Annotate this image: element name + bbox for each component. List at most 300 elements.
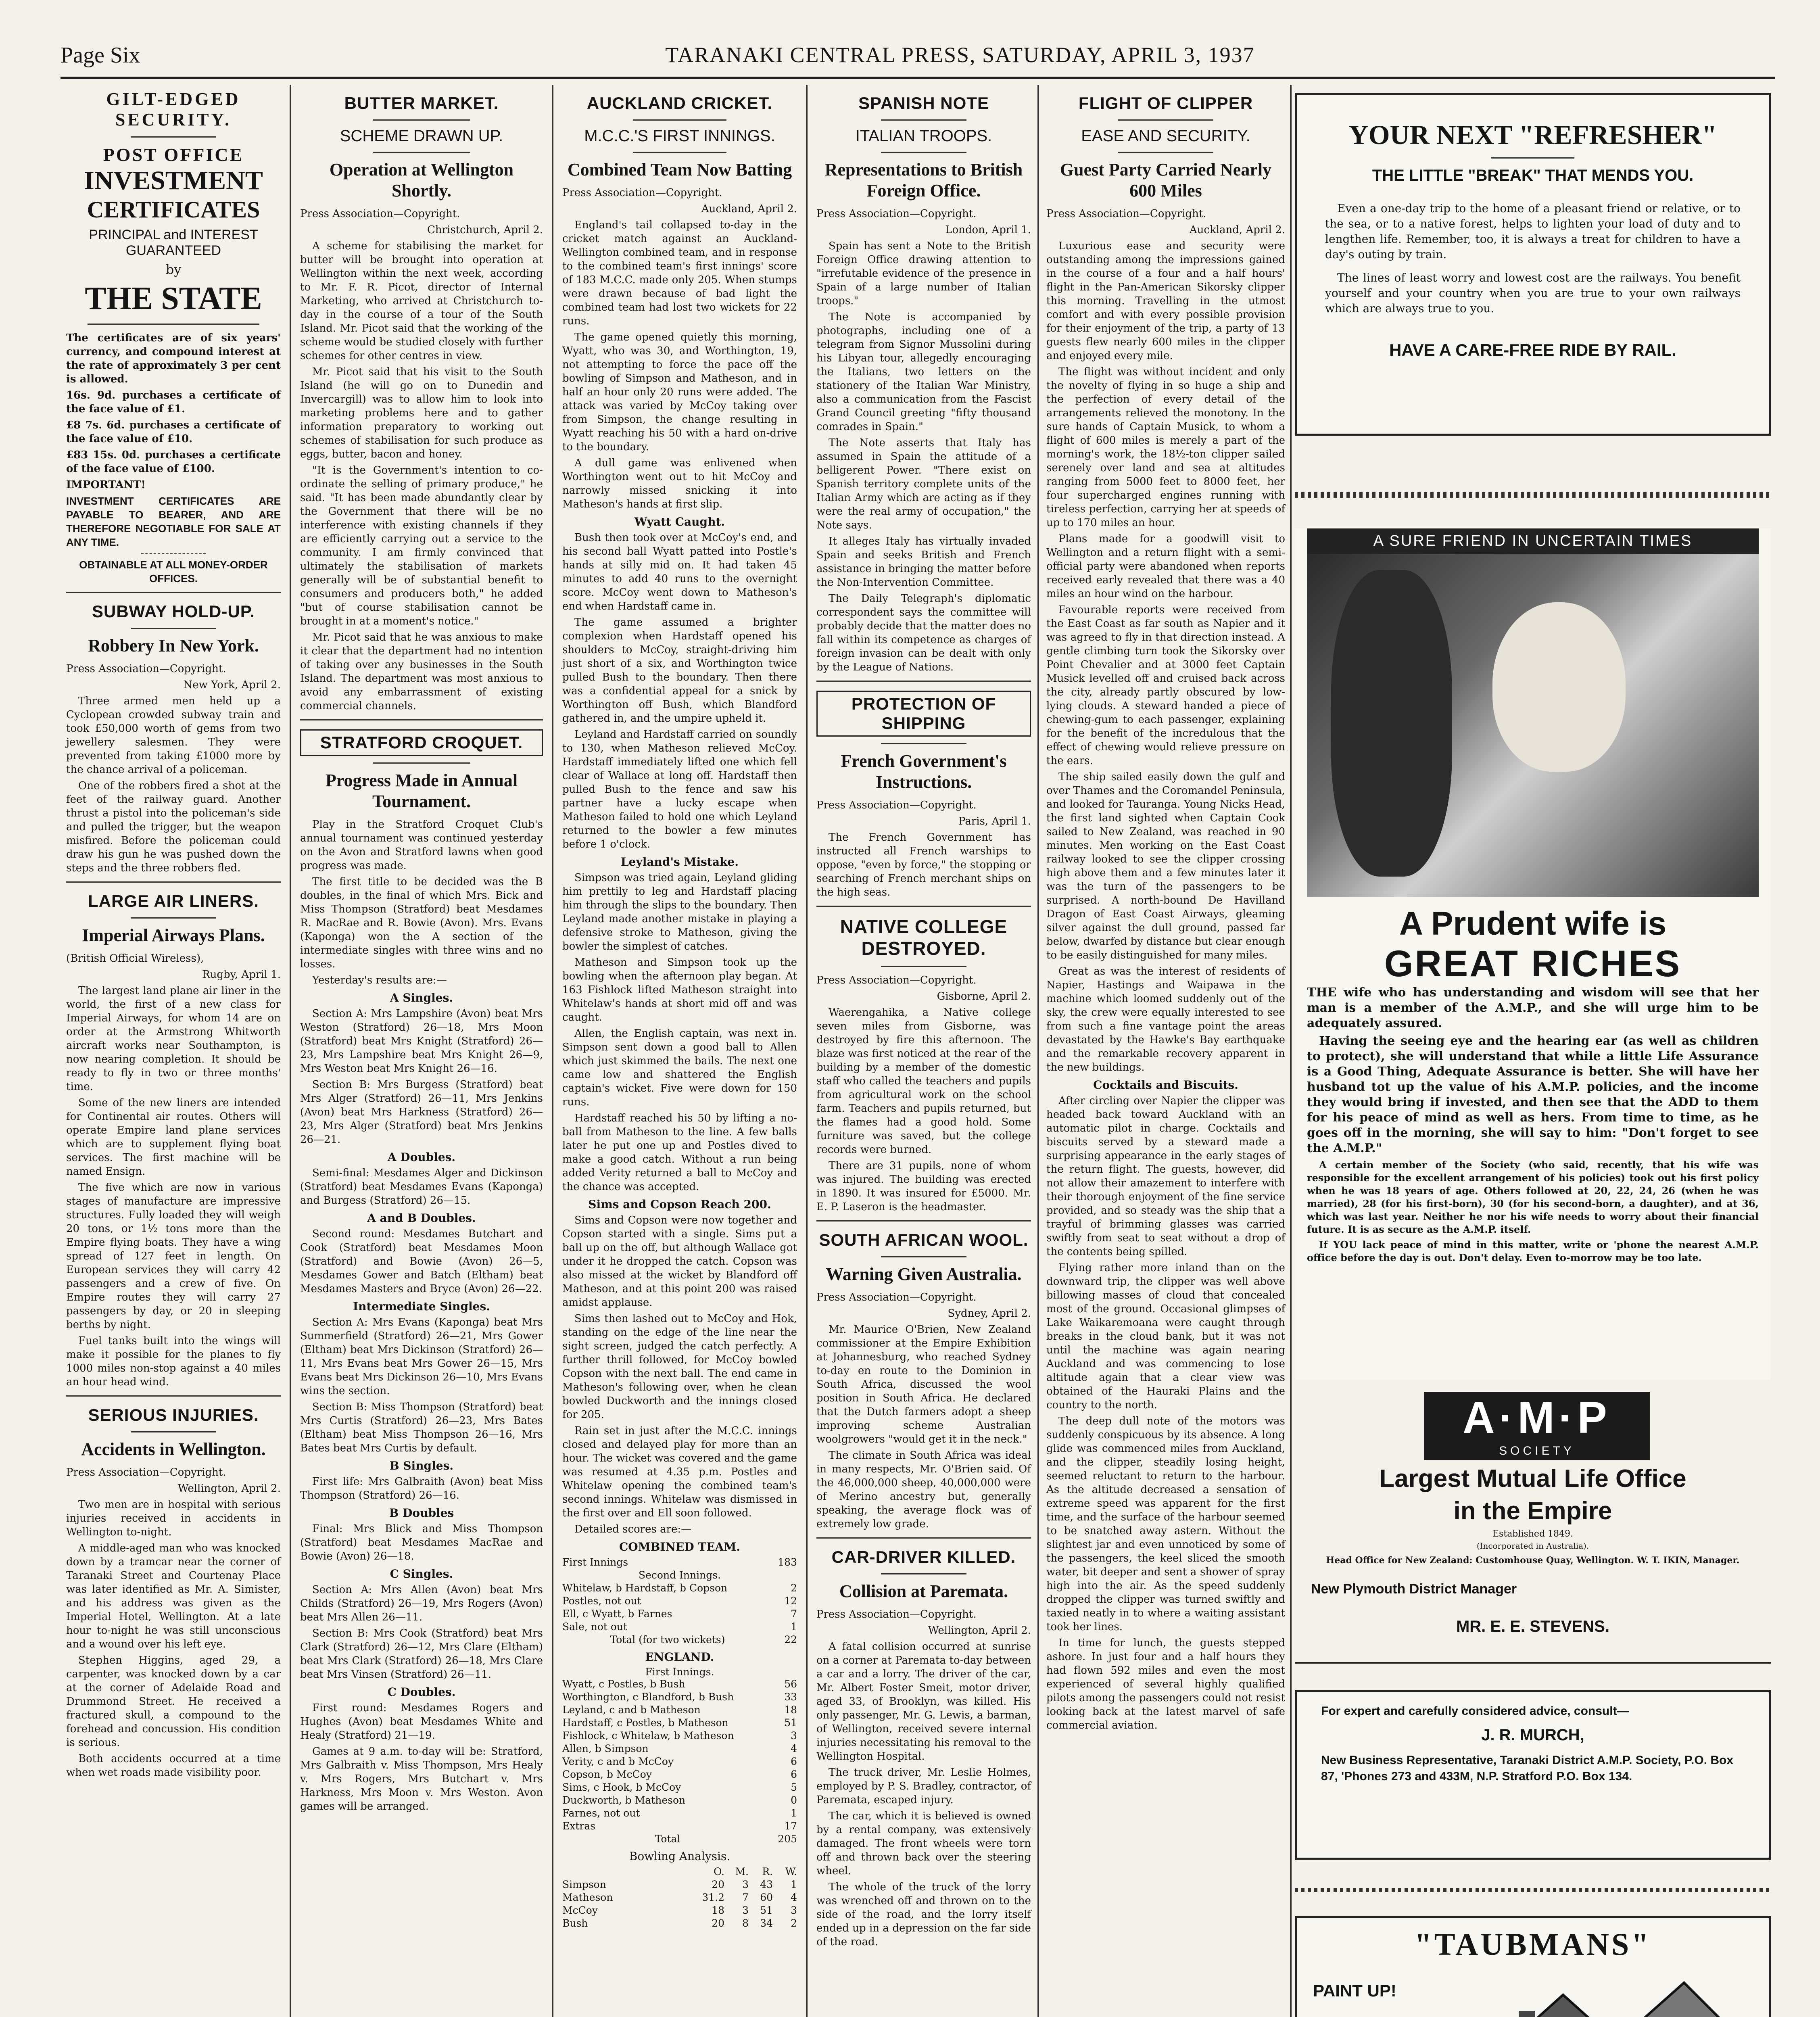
paragraph: Play in the Stratford Croquet Club's annual tournament was continued yesterday on the Avon and Stratford lawns when good progress was made. [300, 818, 543, 872]
post-office-ad [66, 89, 281, 325]
table-cell: 7 [742, 1892, 749, 1903]
table-row [562, 1556, 797, 1569]
table-cell: 51 [760, 1904, 773, 1916]
paragraph: The Note is accompanied by photographs, including one of a telegram from Signor Mussolini during his Libyan tour, allegedly encouraging the Italians, two letters on the stationery of the Italian War Ministry, also a communication from the Fascist Grand Council greeting "fifty thousand comrades in Spain." [816, 311, 1031, 433]
divider [373, 152, 470, 153]
table-row [562, 1878, 797, 1891]
ad-line: INVESTMENT [84, 166, 263, 195]
dateline: Wellington, April 2. [928, 1624, 1031, 1637]
ad-headline: in the Empire [1453, 1497, 1612, 1525]
divider [881, 966, 967, 967]
ad-footer: HAVE A CARE-FREE RIDE BY RAIL. [1389, 340, 1676, 359]
ad-line: THE STATE [85, 281, 262, 316]
paper-title: TARANAKI CENTRAL PRESS, SATURDAY, APRIL 3, 1937 [665, 43, 1255, 67]
divider [373, 119, 470, 121]
section-subheading: A Singles. [390, 991, 453, 1004]
table-cell: Whitelaw, b Hardstaff, b Copson [562, 1582, 728, 1594]
table-row [562, 1633, 797, 1646]
paragraph: Section A: Mrs Allen (Avon) beat Mrs Childs (Stratford) 26—19, Mrs Rogers (Avon) beat Mrs Allen 26—11. [300, 1584, 543, 1623]
paragraph: £83 15s. 0d. purchases a certificate of the face value of £100. [66, 449, 281, 475]
table-cell: 18 [712, 1904, 724, 1916]
paragraph: One of the robbers fired a shot at the feet of the railway guard. Another thrust a pistol into the policeman's side and pulled the trigger, but the weapon misfired. Before the policeman could draw his gun he was pushed down the steps and the three robbers fled. [66, 780, 281, 874]
croquet-results [300, 818, 543, 1813]
paragraph: Section B: Mrs Cook (Stratford) beat Mrs Clark (Stratford) 26—12, Mrs Clare (Eltham) beat Mrs Clark (Stratford) 26—18, Mrs Clare beat Mrs Vinsen (Stratford) 26—11. [300, 1627, 543, 1681]
divider [1295, 1888, 1771, 1892]
headline: SERIOUS INJURIES. [88, 1405, 259, 1424]
table-row [562, 1569, 797, 1582]
paragraph: A middle-aged man who was knocked down by a tramcar near the corner of Taranaki Street and Courtenay Place was later identified as Mr. A. Simister, and his address was given as the Imperial Hotel, Wellington. At a late hour to-night he was still unconscious and a wound over his left eye. [66, 1542, 281, 1650]
paragraph: Hardstaff reached his 50 by lifting a no-ball from Matheson to the line. A few balls later he put one up and Postles dived to make a good catch. Without a run being added Verity returned a ball to McCoy and the chance was accepted. [562, 1112, 797, 1193]
divider [816, 1220, 1031, 1221]
paragraph: The certificates are of six years' currency, and compound interest at the rate of approximately 3 per cent is allowed. [66, 332, 281, 385]
paragraph: Section B: Miss Thompson (Stratford) beat Mrs Curtis (Stratford) 26—23, Mrs Bates (Eltham) beat Miss Thompson 26—16, Mrs Bates beat Mrs Curtis by default. [300, 1401, 543, 1454]
ad-headline: GREAT RICHES [1384, 943, 1682, 984]
paragraph: The largest land plane air liner in the world, the first of a new class for Imperial Airways, for whom 14 are on order at the Armstrong Whitworth aircraft works near Southampton, is now nearing completion. It should be ready to fly in two or three months' time. [66, 985, 281, 1093]
table-header: R. [762, 1866, 773, 1877]
table-row [562, 1582, 797, 1595]
table-row [562, 1904, 797, 1917]
table-cell: 205 [778, 1833, 797, 1845]
table-row [562, 1807, 797, 1820]
divider [131, 917, 217, 919]
table-row [562, 1742, 797, 1755]
paragraph: Some of the new liners are intended for Continental air routes. Others will operate Empire land plane services which are to supplement flying boat services. The first machine will be named Ensign. [66, 1097, 281, 1178]
amp-logo-sub: SOCIETY [1499, 1444, 1575, 1457]
table-row [562, 1917, 797, 1930]
table-row [562, 1768, 797, 1781]
column-rule [552, 85, 553, 2017]
table-row [562, 1781, 797, 1794]
chimney-icon [1519, 2011, 1535, 2017]
table-cell: 3 [791, 1904, 797, 1916]
cricket-report [562, 218, 797, 1536]
paragraph: The flight was without incident and only the novelty of flying in so huge a ship and the perfection of every detail of the arrangements relieved the monotony. In the sure hands of Captain Musick, to whom a flight of 600 miles is merely a part of the morning's work, the 18½-ton clipper sailed serenely over land and sea at altitudes ranging from 5000 feet to 8000 feet, her four supercharged engines running with tireless perfection, carrying her at speeds of up to 170 miles an hour. [1046, 366, 1285, 529]
paragraph: The Note asserts that Italy has assumed in Spain the attitude of a belligerent Power. "There exist on Spanish territory complete units of the Italian Army which are acting as if they were the real army of occupation," the Note says. [816, 437, 1031, 531]
paragraph: Bush then took over at McCoy's end, and his second ball Wyatt patted into Postle's hands at silly mid on. It had taken 45 minutes to add 40 runs to the overnight score. McCoy went down to Matheson's end when Hardstaff came in. [562, 532, 797, 612]
dateline: London, April 1. [945, 224, 1031, 236]
ad-banner: A SURE FRIEND IN UNCERTAIN TIMES [1307, 528, 1759, 554]
table-cell: Sale, not out [562, 1621, 628, 1633]
paragraph: There are 31 pupils, none of whom was injured. The building was erected in 1890. It was insured for £5000. Mr. E. P. Laseron is the headmaster. [816, 1160, 1031, 1213]
table-cell: 4 [791, 1892, 797, 1903]
table-row [562, 1729, 797, 1742]
paragraph: The game opened quietly this morning, Wyatt, who was 30, and Worthington, 19, not attempting to force the pace off the bowling of Simpson and Matheson, and in half an hour only 20 runs were added. The attack was varied by McCoy taking over from Simpson, the change resulting in Wyatt reaching his 50 with a hard on-drive to the boundary. [562, 331, 797, 453]
paragraph: After circling over Napier the clipper was headed back toward Auckland with an automatic pilot in charge. Cocktails and biscuits served by a steward made a surprising appearance in the early stages of the return flight. The guests, however, did not allow their amazement to interfere with their thorough enjoyment of the fine service provided, and so steady was the ship that a trayful of brimming glasses was carried swiftly from seat to seat without a drop of the contents being spilled. [1046, 1095, 1285, 1258]
divider [881, 743, 967, 744]
paragraph: Mr. Picot said that he was anxious to make it clear that the department had no intention of taking over any businesses in the South Island. The department was most anxious to avoid any embarrassment of existing commercial channels. [300, 631, 543, 712]
section-subheading: B Doubles [389, 1506, 454, 1520]
divider [633, 152, 727, 153]
table-cell: 1 [791, 1807, 797, 1819]
byline: Press Association—Copyright. [300, 208, 460, 220]
divider [141, 553, 206, 554]
table-header: M. [735, 1866, 749, 1877]
divider [881, 152, 967, 153]
ad-line: For expert and carefully considered advice, consult— [1321, 1704, 1629, 1718]
paragraph: England's tail collapsed to-day in the cricket match against an Auckland-Wellington combined team, and in response to the combined team's first innings' score of 183 M.C.C. made only 205. When stumps were drawn because of bad light the combined team had lost two wickets for 22 runs. [562, 219, 797, 327]
table-row [562, 1678, 797, 1691]
scorecard-subheading: First Innings. [645, 1666, 714, 1678]
headline: STRATFORD CROQUET. [300, 729, 543, 756]
paragraph: Waerengahika, a Native college seven miles from Gisborne, was destroyed by fire this afternoon. The blaze was first noticed at the rear of the building by a member of the domestic staff who called the teachers and pupils from agricultural work on the school farm. Teachers and pupils returned, but the flames had a good hold. Some furniture was saved, but the college records were burned. [816, 1006, 1031, 1156]
paragraph: The car, which it is believed is owned by a rental company, was extensively damaged. The front wheels were torn off and thrown back over the steering wheel. [816, 1810, 1031, 1877]
ad-line: PRINCIPAL and INTEREST GUARANTEED [89, 227, 258, 258]
section-subheading: C Singles. [390, 1567, 453, 1581]
section-subheading: B Singles. [389, 1459, 454, 1472]
paragraph: Section B: Mrs Burgess (Stratford) beat Mrs Alger (Stratford) 26—11, Mrs Jenkins (Avon) beat Mrs Harkness (Stratford) 26—23, Mrs Alger (Stratford) beat Mrs Jenkins 26—21. [300, 1079, 543, 1146]
paragraph: A dull game was enlivened when Worthington went out to hit McCoy and narrowly missed snicking it into Matheson's hands at first slip. [562, 457, 797, 510]
amp-logo [1424, 1392, 1650, 1460]
divider [1491, 157, 1574, 159]
paragraph: The deep dull note of the motors was suddenly conspicuous by its absence. A long glide was commenced miles from Auckland, and the clipper, steadily losing height, seemed reluctant to return to the harbour. As the altitude decreased a sensation of extreme speed was apparent for the first time, and the surface of the harbour seemed to be snatched away astern. Without the slightest jar and even unnoticed by some of the passengers, the keel sliced the smooth water, bit deeper and sent a shower of spray high into the air. As the speed suddenly dropped the clipper was turned swiftly and taxied neatly in to where a waiting assistant took her lines. [1046, 1415, 1285, 1633]
masthead-rule [61, 77, 1775, 79]
byline: Press Association—Copyright. [816, 974, 977, 986]
paragraph: A certain member of the Society (who said, recently, that his wife was responsible for the excellent arrangement of his policies) took out his first policy when he was 18 years of age. Others followed at 20, 22, 24, 26 (when he was married), 28 (for his first-born), 30 (for his second-born, a daughter), and at 36, which was last year. Neither he nor his wife needs to worry about their financial future. It is as secure as the A.M.P. itself. [1307, 1159, 1759, 1235]
paragraph: The Daily Telegraph's diplomatic correspondent says the committee will probably decide that the matter does no fall within its competence as charges of foreign invasion can be dealt with only by the League of Nations. [816, 593, 1031, 673]
section-subheading: Sims and Copson Reach 200. [588, 1198, 771, 1211]
table-row [562, 1891, 797, 1904]
headline: NATIVE COLLEGE DESTROYED. [840, 916, 1008, 959]
ad-headline: A Prudent wife is [1399, 905, 1667, 942]
ad-headline: YOUR NEXT "REFRESHER" [1348, 119, 1717, 150]
paragraph: OBTAINABLE AT ALL MONEY-ORDER OFFICES. [79, 559, 268, 585]
dateline: Paris, April 1. [958, 815, 1031, 827]
paragraph: Section A: Mrs Lampshire (Avon) beat Mrs Weston (Stratford) 26—18, Mrs Moon (Stratford) beat Mrs Knight (Stratford) 26—23, Mrs Lampshire beat Mrs Knight 26—9, Mrs Weston beat Mrs Knight 26—16. [300, 1008, 543, 1075]
section-subheading: Wyatt Caught. [634, 515, 725, 528]
table-cell: Sims, c Hook, b McCoy [562, 1781, 681, 1793]
table-cell: Worthington, c Blandford, b Bush [562, 1691, 734, 1703]
byline: Press Association—Copyright. [1046, 208, 1206, 220]
table-cell: 3 [742, 1904, 749, 1916]
byline: Press Association—Copyright. [66, 1466, 226, 1478]
table-cell: 43 [760, 1879, 773, 1890]
byline: Press Association—Copyright. [562, 187, 722, 199]
divider [66, 592, 281, 593]
divider [88, 324, 259, 325]
table-cell: Ell, c Wyatt, b Farnes [562, 1608, 672, 1620]
paragraph: Two men are in hospital with serious injuries received in accidents in Wellington to-night. [66, 1499, 281, 1538]
headline: LARGE AIR LINERS. [88, 892, 259, 910]
page-number: Page Six [61, 43, 140, 68]
byline: Press Association—Copyright. [66, 663, 226, 675]
table-cell: 4 [791, 1743, 797, 1754]
table-cell: 8 [742, 1917, 749, 1929]
paragraph: Both accidents occurred at a time when wet roads made visibility poor. [66, 1753, 281, 1779]
paragraph: First round: Mesdames Rogers and Hughes (Avon) beat Mesdames White and Healy (Stratford) 21—19. [300, 1702, 543, 1741]
paragraph: Detailed scores are:— [574, 1523, 692, 1535]
table-row [562, 1833, 797, 1846]
ad-line: J. R. MURCH, [1481, 1726, 1584, 1744]
ads-column [1287, 85, 1775, 2017]
subheadline: SCHEME DRAWN UP. [340, 127, 503, 145]
paragraph: Mr. Maurice O'Brien, New Zealand commissioner at the Empire Exhibition at Johannesburg, who reached Sydney to-day en route to the Dominion in South Africa, discussed the wool position in South Africa. He declared that the Dutch farmers adopt a sheep improving scheme Australian woolgrowers "would get it in the neck." [816, 1324, 1031, 1445]
paragraph: Sims and Copson were now together and Copson started with a single. Sims put a ball up on the off, but although Wallace got under it he dropped the catch. Copson was also missed at the wicket by Blandford off Matheson, and at this point 200 was raised amidst applause. [562, 1214, 797, 1309]
woman-face-image [1492, 602, 1626, 772]
column-5 [1041, 85, 1291, 2017]
paragraph: 16s. 9d. purchases a certificate of the face value of £1. [66, 389, 281, 415]
table-cell: 6 [791, 1769, 797, 1780]
man-silhouette-image [1331, 570, 1452, 877]
table-cell: First Innings [562, 1556, 628, 1568]
column-2 [294, 85, 549, 2017]
paragraph: Matheson and Simpson took up the bowling when the afternoon play began. At 163 Fishlock lifted Matheson straight into Whitelaw's hands at short mid off and was caught. [562, 956, 797, 1023]
table-cell: Fishlock, c Whitelaw, b Matheson [562, 1730, 734, 1741]
subheadline: ITALIAN TROOPS. [855, 127, 992, 145]
table-cell: Allen, b Simpson [562, 1743, 649, 1754]
table-row [562, 1794, 797, 1807]
table-row [562, 1820, 797, 1833]
paragraph: The lines of least worry and lowest cost are the railways. You benefit yourself and your country when you are true to your own railways which are always true to you. [1325, 271, 1741, 315]
byline: Press Association—Copyright. [816, 1291, 977, 1303]
section-subheading: Leyland's Mistake. [620, 855, 739, 869]
paragraph: The climate in South Africa was ideal in many respects, Mr. O'Brien said. Of the 46,000,000 sheep, 40,000,000 were of Merino ancestry but, generally speaking, the average flock was of extremely low grade. [816, 1449, 1031, 1530]
table-cell: 5 [791, 1781, 797, 1793]
section-subheading: A Doubles. [387, 1150, 456, 1164]
paragraph: Mr. Picot said that his visit to the South Island (he will go on to Dunedin and Invercargill) was to allow him to look into marketing problems here and to gather information preparatory to working out schemes of stabilisation for such produce as eggs, butter, bacon and honey. [300, 366, 543, 460]
dateline: Gisborne, April 2. [937, 990, 1031, 1002]
divider [1295, 492, 1771, 498]
paragraph: Luxurious ease and security were outstanding among the impressions gained in the course of a four and a half hours' flight in the Pan-American Sikorsky clipper this morning. Travelling in the utmost comfort and with every possible provision for their enjoyment of the trip, a party of 13 guests flew nearly 600 miles in the clipper and enjoyed every mile. [1046, 240, 1285, 362]
table-cell: 1 [791, 1621, 797, 1633]
ad-line: POST OFFICE [103, 144, 244, 165]
table-cell: 2 [791, 1582, 797, 1594]
table-cell: McCoy [562, 1904, 598, 1916]
paragraph: The game assumed a brighter complexion when Hardstaff opened his shoulders to McCoy, straight-driving him just short of a six, and Worthington twice pulled Bush to the boundary. Then there was a confidential appeal for a snick by Worthington off Bush, which Blandford gathered in, and the umpire upheld it. [562, 616, 797, 725]
ad-line: CERTIFICATES [87, 196, 260, 223]
paragraph: First life: Mrs Galbraith (Avon) beat Miss Thompson (Stratford) 26—16. [300, 1476, 543, 1501]
headline: SOUTH AFRICAN WOOL. [819, 1230, 1029, 1249]
divider [881, 1256, 967, 1257]
column-3 [557, 85, 803, 2017]
table-cell: 1 [791, 1879, 797, 1890]
headline: BUTTER MARKET. [344, 94, 499, 113]
column-1 [61, 85, 286, 2017]
paragraph: The ship sailed easily down the gulf and over Thames and the Coromandel Peninsula, and looked for Tauranga. Young Nicks Head, the first land sighted when Captain Cook sailed to New Zealand, was reached in 90 minutes. Men working on the East Coast railway looked to see the clipper crossing high above them and a few minutes later it was the turn of the passengers to be surprised. A north-bound De Havilland Dragon of East Coast Airways, gleaming silver against the dull ground, passed far below, dwarfed by distance but clear enough to be easily distinguished for many miles. [1046, 771, 1285, 961]
table-cell: 20 [712, 1917, 724, 1929]
table-cell: 20 [712, 1879, 724, 1890]
paragraph: Leyland and Hardstaff carried on soundly to 130, when Matheson relieved McCoy. Hardstaff immediately lifted one which fell clear of Wallace at long off. Hardstaff then pulled Bush to the fence and saw his partner have a lucky escape when Matheson failed to hold one which Leyland returned to the bowler a few minutes before 1 o'clock. [562, 729, 797, 850]
divider [1118, 152, 1214, 153]
table-row [562, 1716, 797, 1729]
important-label: IMPORTANT! [66, 479, 146, 491]
table-row [562, 1755, 797, 1768]
subheadline: Guest Party Carried Nearly 600 Miles [1060, 160, 1272, 200]
divider [66, 881, 281, 883]
table-cell: Verity, c and b McCoy [562, 1756, 674, 1767]
amp-ad [1295, 528, 1771, 1380]
dateline: Rugby, April 1. [202, 969, 281, 981]
paragraph: Semi-final: Mesdames Alger and Dickinson (Stratford) beat Mesdames Evans (Kaponga) and Burgess (Stratford) 26—15. [300, 1167, 543, 1207]
scorecard-combined [562, 1556, 797, 1646]
table-cell: Duckworth, b Matheson [562, 1794, 686, 1806]
ad-line: PAINT UP! [1313, 1981, 1396, 2000]
table-cell: Total (for two wickets) [610, 1634, 725, 1645]
dateline: Auckland, April 2. [1189, 224, 1285, 236]
ad-body [1313, 1963, 1753, 2017]
paragraph: £8 7s. 6d. purchases a certificate of the face value of £10. [66, 419, 281, 445]
amp-logo-text: A·M·P [1463, 1393, 1611, 1443]
divider [373, 762, 470, 764]
subheadline: Accidents in Wellington. [81, 1439, 266, 1459]
ad-line: Established 1849. [1492, 1529, 1573, 1539]
paragraph: Great as was the interest of residents of Napier, Hastings and Waipawa in the machine which loomed suddenly out of the sky, the crew were equally interested to see from such a fine vantage point the areas devastated by the Hawke's Bay earthquake and the remarkable recovery apparent in the new buildings. [1046, 965, 1285, 1073]
divider [66, 1395, 281, 1397]
masthead [61, 42, 1775, 79]
dateline: Sydney, April 2. [948, 1307, 1031, 1320]
section-subheading: Cocktails and Biscuits. [1093, 1078, 1238, 1092]
paragraph: A scheme for stabilising the market for butter will be brought into operation at Wellington within the next week, according to Mr. F. R. Picot, director of Internal Marketing, who arrived at Christchurch to-day in the course of a tour of the South Island. Mr. Picot said that the working of the scheme would be studied closely with further schemes for other centres in view. [300, 240, 543, 362]
subheadline: Imperial Airways Plans. [82, 925, 265, 945]
section-subheading: A and B Doubles. [367, 1211, 476, 1225]
paragraph: The five which are now in various stages of manufacture are impressive structures. Fully loaded they will weigh 20 tons, or 1½ tons more than the Empire flying boats. They have a wing spread of 127 feet in length. On European services they will carry 42 passengers and a crew of five. On Empire routes they will carry 27 passengers by day, or 20 in sleeping berths by night. [66, 1182, 281, 1331]
ad-headline: "TAUBMANS" [1414, 1927, 1651, 1962]
table-header: O. [714, 1866, 724, 1877]
byline: Press Association—Copyright. [816, 208, 977, 220]
paragraph: Having the seeing eye and the hearing ear (as well as children to protect), she will understand that while a little Life Assurance is a Good Thing, Adequate Assurance is better. She will have her husband tot up the value of his A.M.P. policies, and the income they would bring if invested, and then see that the ADD to them for his peace of mind as well as hers. From time to time, as he goes off in the morning, she will say to him: "Don't forget to see the A.M.P." [1307, 1034, 1759, 1155]
paragraph: Games at 9 a.m. to-day will be: Stratford, Mrs Galbraith v. Miss Thompson, Mrs Healy v. Mrs Rogers, Mrs Butchart v. Mrs Harkness, Mrs Moon v. Mrs Weston. Avon games will be arranged. [300, 1746, 543, 1812]
table-cell: Total [655, 1833, 680, 1845]
table-cell: 6 [791, 1756, 797, 1767]
ad-line: (Incorporated in Australia). [1476, 1541, 1589, 1551]
table-cell: Copson, b McCoy [562, 1769, 652, 1780]
table-cell: Bush [562, 1917, 588, 1929]
paragraph: If YOU lack peace of mind in this matter, write or 'phone the nearest A.M.P. office before the day is out. Don't delay. Even to-morrow may be too late. [1307, 1239, 1759, 1263]
table-cell: 31.2 [702, 1892, 724, 1903]
paragraph: INVESTMENT CERTIFICATES ARE PAYABLE TO BEARER, AND ARE THEREFORE NEGOTIABLE FOR SALE AT ANY TIME. [66, 495, 281, 548]
divider [300, 719, 543, 720]
table-cell: 3 [791, 1730, 797, 1741]
paragraph: The truck driver, Mr. Leslie Holmes, employed by P. S. Bradley, contractor, of Paremata, escaped injury. [816, 1766, 1031, 1806]
byline: Press Association—Copyright. [816, 799, 977, 811]
paragraph: "It is the Government's intention to co-ordinate the selling of primary produce," he said. "It has been made abundantly clear by the Government that there will be no interference with existing channels if they are efficiently carrying out a service to the community. I am firmly convinced that ultimately the stabilisation of markets generally will be of substantial benefit to consumers and producers both," he added "but of course stabilisation cannot be brought in at a moment's notice." [300, 464, 543, 627]
table-row [562, 1865, 797, 1878]
byline: (British Official Wireless), [66, 952, 204, 965]
section-subheading: Intermediate Singles. [353, 1300, 490, 1313]
paragraph: The French Government has instructed all French warships to oppose, "even by force," the stopping or searching of French merchant ships on the high seas. [816, 831, 1031, 898]
divider [816, 906, 1031, 907]
divider [816, 1537, 1031, 1539]
house-icon [1458, 1967, 1757, 2017]
subheadline: Robbery In New York. [88, 636, 259, 656]
table-cell: Farnes, not out [562, 1807, 640, 1819]
table-cell: 51 [784, 1717, 797, 1729]
ad-subheadline: THE LITTLE "BREAK" THAT MENDS YOU. [1372, 167, 1694, 184]
paragraph: Second round: Mesdames Butchart and Cook (Stratford) beat Mesdames Moon (Stratford) and Bowie (Avon) 26—5, Mesdames Gower and Batch (Eltham) beat Mesdames Masters and Bryce (Avon) 26—22. [300, 1228, 543, 1295]
table-cell: 2 [791, 1917, 797, 1929]
ad-line: by [165, 262, 182, 277]
subheadline: EASE AND SECURITY. [1081, 127, 1250, 145]
divider [131, 1431, 217, 1432]
divider [131, 628, 217, 629]
paragraph: Three armed men held up a Cyclopean crowded subway train and took £50,000 worth of gems from two jewellery salesmen. They were prevented from taking £1000 more by the chance arrival of a policeman. [66, 695, 281, 776]
ad-line: SECURITY. [115, 110, 232, 129]
scorecard-england [562, 1678, 797, 1846]
paragraph: Spain has sent a Note to the British Foreign Office drawing attention to "irrefutable evidence of the presence in Spain of a large number of Italian troops." [816, 240, 1031, 307]
house-roof-icon [1611, 1983, 1749, 2017]
headline: SPANISH NOTE [858, 94, 989, 113]
dateline: Wellington, April 2. [177, 1482, 281, 1495]
subheadline: Representations to British Foreign Office. [824, 160, 1023, 200]
table-cell: 3 [742, 1879, 749, 1890]
subheadline: French Government's Instructions. [841, 751, 1007, 792]
paragraph: Plans made for a goodwill visit to Wellington and a return flight with a semi-official party were abandoned when reports received early revealed that there was a 40 miles an hour wind on the harbour. [1046, 533, 1285, 600]
table-cell: 0 [791, 1794, 797, 1806]
table-cell [562, 1865, 700, 1878]
paragraph: Flying rather more inland than on the downward trip, the clipper was well above billowing masses of cloud that concealed most of the ground. Occasional glimpses of Lake Waikaremoana were caught through breaks in the cloud bank, but it was not until the machine was again nearing Auckland and was commencing to lose altitude again that a clear view was obtained of the Hauraki Plains and the country to the north. [1046, 1262, 1285, 1411]
dateline: New York, April 2. [183, 679, 281, 691]
column-4 [811, 85, 1037, 2017]
table-row [562, 1704, 797, 1716]
divider [131, 136, 217, 138]
ad-headline: Largest Mutual Life Office [1379, 1465, 1686, 1493]
table-cell: Hardstaff, c Postles, b Matheson [562, 1717, 728, 1729]
paragraph: Stephen Higgins, aged 29, a carpenter, was knocked down by a car at the corner of Adelaide Road and Drummond Street. He received a fractured skull, a compound to the forehead and concussion. His condition is serious. [66, 1654, 281, 1749]
paragraph: Rain set in just after the M.C.C. innings closed and delayed play for more than an hour. The wicket was covered and the game was resumed at 4.35 p.m. Postles and Whitelaw opening the combined team's second innings. Whitelaw was dismissed in the first over and Ell soon followed. [562, 1425, 797, 1519]
subheadline: Operation at Wellington Shortly. [329, 160, 514, 200]
table-cell: 17 [784, 1820, 797, 1832]
table-cell: 33 [784, 1691, 797, 1703]
paragraph: THE wife who has understanding and wisdom will see that her man is a member of the A.M.P., and she will urge him to be adequately assured. [1307, 986, 1759, 1030]
article-body [816, 239, 1031, 674]
paragraph: Final: Mrs Blick and Miss Thompson (Stratford) beat Mesdames MacRae and Bowie (Avon) 26—18. [300, 1523, 543, 1562]
ad-slogan [1313, 1971, 1419, 2017]
subheadline: Combined Team Now Batting [567, 160, 792, 180]
subheadline: Collision at Paremata. [839, 1581, 1008, 1601]
paragraph: Sims then lashed out to McCoy and Hok, standing on the edge of the line near the sight screen, judged the catch perfectly. A further thrill followed, for McCoy bowled Copson with the next ball. The end came in Matheson's following over, when he clean bowled Duckworth and the innings closed for 205. [562, 1313, 797, 1421]
scorecard-heading: COMBINED TEAM. [619, 1540, 741, 1553]
table-cell: 22 [784, 1634, 797, 1645]
headline: FLIGHT OF CLIPPER [1078, 94, 1253, 113]
scorecard-heading: Bowling Analysis. [629, 1850, 731, 1863]
table-cell: Simpson [562, 1879, 606, 1890]
column-rule [806, 85, 808, 2017]
paragraph: Yesterday's results are:— [312, 974, 447, 986]
table-row [562, 1691, 797, 1704]
paragraph: Allen, the English captain, was next in. Simpson sent down a good ball to Allen which just skimmed the bails. The next one came low and shattered the English captain's wicket. Five were down for 150 runs. [562, 1027, 797, 1108]
paragraph: In time for lunch, the guests stepped ashore. In just four and a half hours they had flown 592 miles and even the most experienced of several highly qualified pilots among the passengers could not resist looking back at the latest marvel of safe commercial aviation. [1046, 1637, 1285, 1731]
table-cell: Extras [562, 1820, 596, 1832]
paragraph: Section A: Mrs Evans (Kaponga) beat Mrs Summerfield (Stratford) 26—21, Mrs Gower (Eltham) beat Mrs Dickinson (Stratford) 26—11, Mrs Evans beat Mrs Gower 26—15, Mrs Evans beat Mrs Dickinson 26—10, Mrs Evans wins the section. [300, 1316, 543, 1397]
headline: CAR-DRIVER KILLED. [831, 1547, 1016, 1566]
divider [816, 681, 1031, 682]
article-body [1046, 239, 1285, 1732]
column-rule [290, 85, 291, 2017]
ad-line [1313, 2011, 1419, 2017]
bowling-analysis [562, 1865, 797, 1930]
subheadline: M.C.C.'S FIRST INNINGS. [584, 127, 775, 145]
table-cell: Second Innings. [639, 1569, 721, 1581]
divider [1295, 1662, 1771, 1664]
table-cell: 60 [760, 1892, 773, 1903]
ad-line: Head Office for New Zealand: Customhouse Quay, Wellington. W. T. IKIN, Manager. [1326, 1555, 1740, 1566]
table-row [562, 1608, 797, 1620]
divider [881, 119, 967, 121]
paragraph: Simpson was tried again, Leyland gliding him prettily to leg and Hardstaff placing him through the slips to the boundary. Then Leyland made another mistake in playing a defensive stroke to Matheson, giving the bowler the simplest of catches. [562, 872, 797, 952]
divider [633, 119, 727, 121]
paragraph: A fatal collision occurred at sunrise on a corner at Paremata to-day between a car and a lorry. The driver of the car, Mr. Albert Foster Smeit, motor driver, aged 33, of Brooklyn, was killed. His only passenger, Mr. G. Lewis, a barman, of Wellington, received severe internal injuries necessitating his removal to the Wellington Hospital. [816, 1641, 1031, 1762]
dateline: Christchurch, April 2. [427, 224, 543, 236]
paragraph: Fuel tanks built into the wings will make it possible for the planes to fly 1000 miles non-stop against a 40 miles an hour head wind. [66, 1335, 281, 1388]
paragraph: The first title to be decided was the B doubles, in the final of which Mrs. Bick and Miss Thompson (Stratford) beat Mesdames R. MacRae and R. Bowie (Avon). Mrs. Evans (Kaponga) won the A section of the intermediate singles with three wins and no losses. [300, 876, 543, 970]
table-cell: 56 [784, 1678, 797, 1690]
divider [1118, 119, 1214, 121]
railway-ad [1295, 93, 1771, 436]
headline: AUCKLAND CRICKET. [586, 94, 773, 113]
ad-line: MR. E. E. STEVENS. [1456, 1618, 1610, 1635]
table-cell: Leyland, c and b Matheson [562, 1704, 701, 1716]
subheadline: Warning Given Australia. [826, 1264, 1022, 1284]
paragraph: It alleges Italy has virtually invaded Spain and seeks British and French assistance in bringing the matter before the Non-Intervention Committee. [816, 535, 1031, 589]
